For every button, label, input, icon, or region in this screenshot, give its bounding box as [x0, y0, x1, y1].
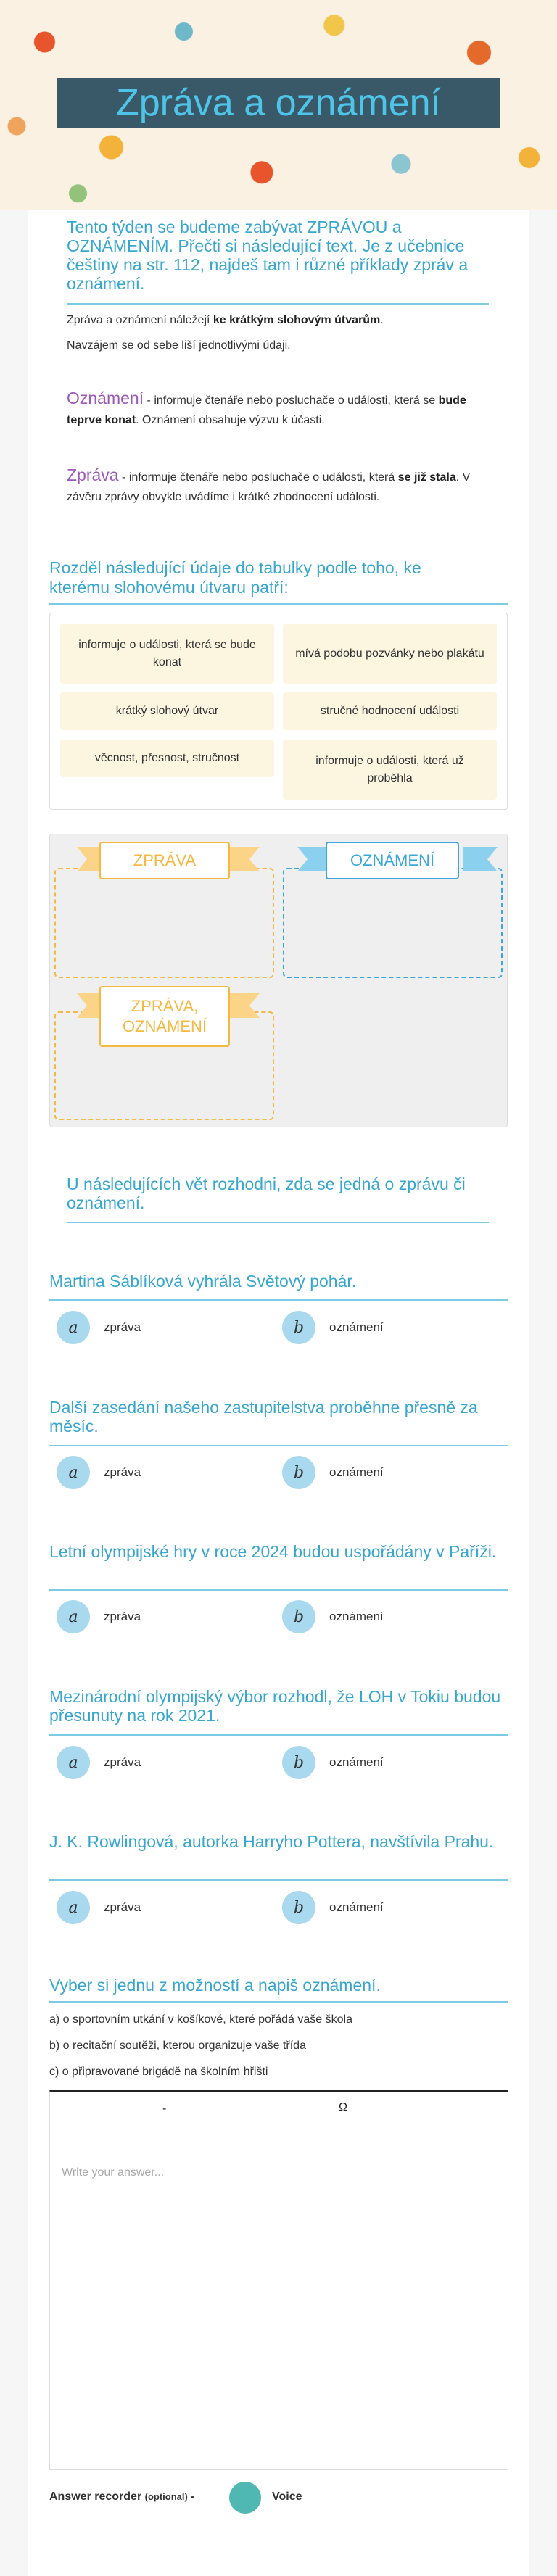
divider — [49, 1734, 508, 1736]
editor-toolbar — [50, 2092, 508, 2150]
drag-card[interactable]: krátký slohový útvar — [60, 692, 274, 730]
drag-card[interactable]: informuje o události, která se bude konat — [60, 624, 274, 684]
quiz-question: J. K. Rowlingová, autorka Harryho Pottera, navštívila Prahu. — [49, 1832, 494, 1851]
ribbon-tail-right — [225, 847, 260, 871]
label-oznameni: OZNÁMENÍ — [326, 842, 459, 879]
option-a-label[interactable]: zpráva — [104, 1610, 141, 1623]
option-a-button[interactable]: a — [57, 1311, 90, 1344]
drag-card[interactable]: mívá podobu pozvánky nebo plakátu — [283, 624, 497, 684]
option-a-label[interactable]: zpráva — [104, 1755, 141, 1769]
divider — [49, 2001, 508, 2003]
divider — [67, 303, 489, 305]
option-b-label[interactable]: oznámení — [329, 1610, 384, 1623]
drop-zone-zprava[interactable] — [54, 868, 274, 978]
option-a-button[interactable]: a — [57, 1456, 90, 1489]
option-b-label[interactable]: oznámení — [329, 1755, 384, 1769]
writing-option: b) o recitační soutěži, kterou organizuje vaše třída — [49, 2039, 306, 2052]
intro-line-2: Navzájem se od sebe liší jednotlivými údaji. — [67, 339, 291, 352]
option-a-button[interactable]: a — [57, 1891, 90, 1924]
record-voice-button[interactable] — [229, 2482, 261, 2514]
option-b-button[interactable]: b — [282, 1746, 315, 1779]
drop-zone-oznameni[interactable] — [283, 868, 503, 978]
ribbon-tail-right — [225, 993, 260, 1018]
page-title: Zpráva a oznámení — [57, 78, 500, 128]
oznameni-definition: Oznámení - informuje čtenáře nebo posluchače o události, která se bude teprve konat. Oznámení obsahuje výzvu k účasti. — [67, 389, 466, 426]
label-zprava: ZPRÁVA — [99, 842, 230, 879]
divider — [67, 1222, 489, 1223]
answer-recorder-label: Answer recorder (optional) - — [49, 2490, 195, 2503]
voice-label: Voice — [272, 2490, 302, 2503]
option-a-label[interactable]: zpráva — [104, 1900, 141, 1914]
quiz-question: Mezinárodní olympijský výbor rozhodl, že LOH v Tokiu budou přesunuty na rok 2021. — [49, 1687, 501, 1725]
label-zprava-oznameni: ZPRÁVA, OZNÁMENÍ — [99, 986, 230, 1047]
option-a-label[interactable]: zpráva — [104, 1320, 141, 1334]
option-b-label[interactable]: oznámení — [329, 1900, 384, 1914]
option-b-label[interactable]: oznámení — [329, 1465, 384, 1479]
quiz-question: Martina Sáblíková vyhrála Světový pohár. — [49, 1272, 357, 1291]
drag-card[interactable]: stručné hodnocení události — [283, 692, 497, 730]
writing-option: a) o sportovním utkání v košíkové, které pořádá vaše škola — [49, 2013, 352, 2026]
answer-placeholder: Write your answer... — [62, 2166, 165, 2179]
divider — [49, 1299, 508, 1301]
intro-line-1: Zpráva a oznámení náležejí ke krátkým slohovým útvarům. — [67, 314, 384, 326]
divider — [49, 603, 508, 605]
option-b-button[interactable]: b — [282, 1600, 315, 1633]
answer-editor[interactable] — [49, 2090, 508, 2470]
option-a-label[interactable]: zpráva — [104, 1465, 141, 1479]
divider — [49, 1445, 508, 1446]
writing-title: Vyber si jednu z možností a napiš oznámení. — [49, 1976, 381, 1995]
ribbon-tail-right — [463, 847, 498, 871]
quiz-question: Další zasedání našeho zastupitelstva proběhne přesně za měsíc. — [49, 1398, 478, 1436]
oznameni-term: Oznámení — [67, 389, 144, 407]
option-a-button[interactable]: a — [57, 1746, 90, 1779]
drag-card[interactable]: věcnost, přesnost, stručnost — [60, 740, 274, 777]
editor-dropdown[interactable]: - — [162, 2103, 167, 2115]
quiz-title: U následujících vět rozhodni, zda se jedná o zprávu či oznámení. — [67, 1175, 466, 1212]
zprava-term: Zpráva — [67, 465, 119, 484]
zprava-definition: Zpráva - informuje čtenáře nebo posluchače o události, která se již stala. V závěru zprávy obvykle uvádíme i krátké zhodnocení události. — [67, 465, 471, 503]
writing-option: c) o připravované brigádě na školním hřišti — [49, 2066, 268, 2078]
divider — [49, 1879, 508, 1881]
intro-heading: Tento týden se budeme zabývat ZPRÁVOU a OZNÁMENÍM. Přečti si následující text. Je z učebnice češtiny na str. 112, najdeš tam i různé příklady zpráv a oznámení. — [67, 218, 469, 293]
drag-card[interactable]: informuje o události, která už proběhla — [283, 740, 497, 800]
option-b-button[interactable]: b — [282, 1891, 315, 1924]
sort-title: Rozděl následující údaje do tabulky podle toho, ke kterému slohovému útvaru patří: — [49, 558, 421, 597]
special-characters-icon[interactable]: Ω — [339, 2101, 347, 2113]
option-b-button[interactable]: b — [282, 1456, 315, 1489]
divider — [49, 1589, 508, 1591]
option-b-label[interactable]: oznámení — [329, 1320, 384, 1334]
quiz-question: Letní olympijské hry v roce 2024 budou uspořádány v Paříži. — [49, 1542, 497, 1561]
option-b-button[interactable]: b — [282, 1311, 315, 1344]
option-a-button[interactable]: a — [57, 1600, 90, 1633]
